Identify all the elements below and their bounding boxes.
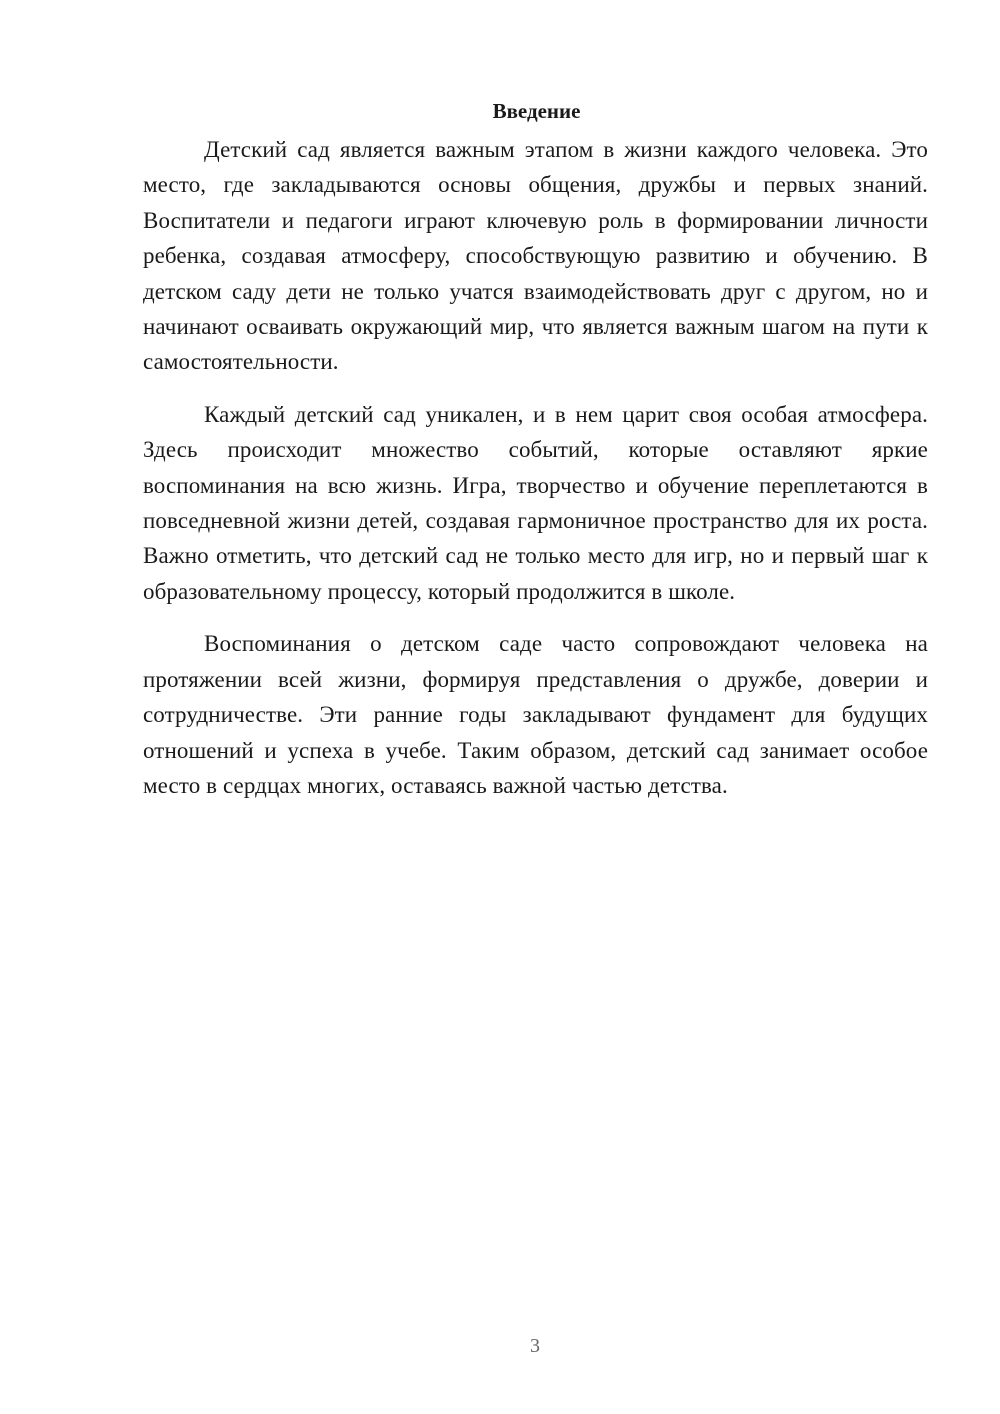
paragraph-3: Воспоминания о детском саде часто сопровождают человека на протяжении всей жизни, формируя представления о дружбе, доверии и сотрудничестве. Эти ранние годы закладывают фундамент для будущих отношений и успеха в учебе. Таким образом, детский сад занимает особое место в сердцах многих, оставаясь важной частью детства. — [143, 631, 928, 798]
page-number: 3 — [530, 1335, 540, 1357]
paragraph-2: Каждый детский сад уникален, и в нем царит своя особая атмосфера. Здесь происходит множество событий, которые оставляют яркие воспоминания на всю жизнь. Игра, творчество и обучение переплетаются в повседневной жизни детей, создавая гармоничное пространство для их роста. Важно отметить, что детский сад не только место для игр, но и первый шаг к образовательному процессу, который продолжится в школе. — [143, 401, 928, 604]
section-title: Введение — [492, 99, 581, 123]
page-content — [143, 96, 928, 820]
paragraph-1: Детский сад является важным этапом в жизни каждого человека. Это место, где закладываются основы общения, дружбы и первых знаний. Воспитатели и педагоги играют ключевую роль в формировании личности ребенка, создавая атмосферу, способствующую развитию и обучению. В детском саду дети не только учатся взаимодействовать друг с другом, но и начинают осваивать окружающий мир, что является важным шагом на пути к самостоятельности. — [143, 137, 928, 375]
